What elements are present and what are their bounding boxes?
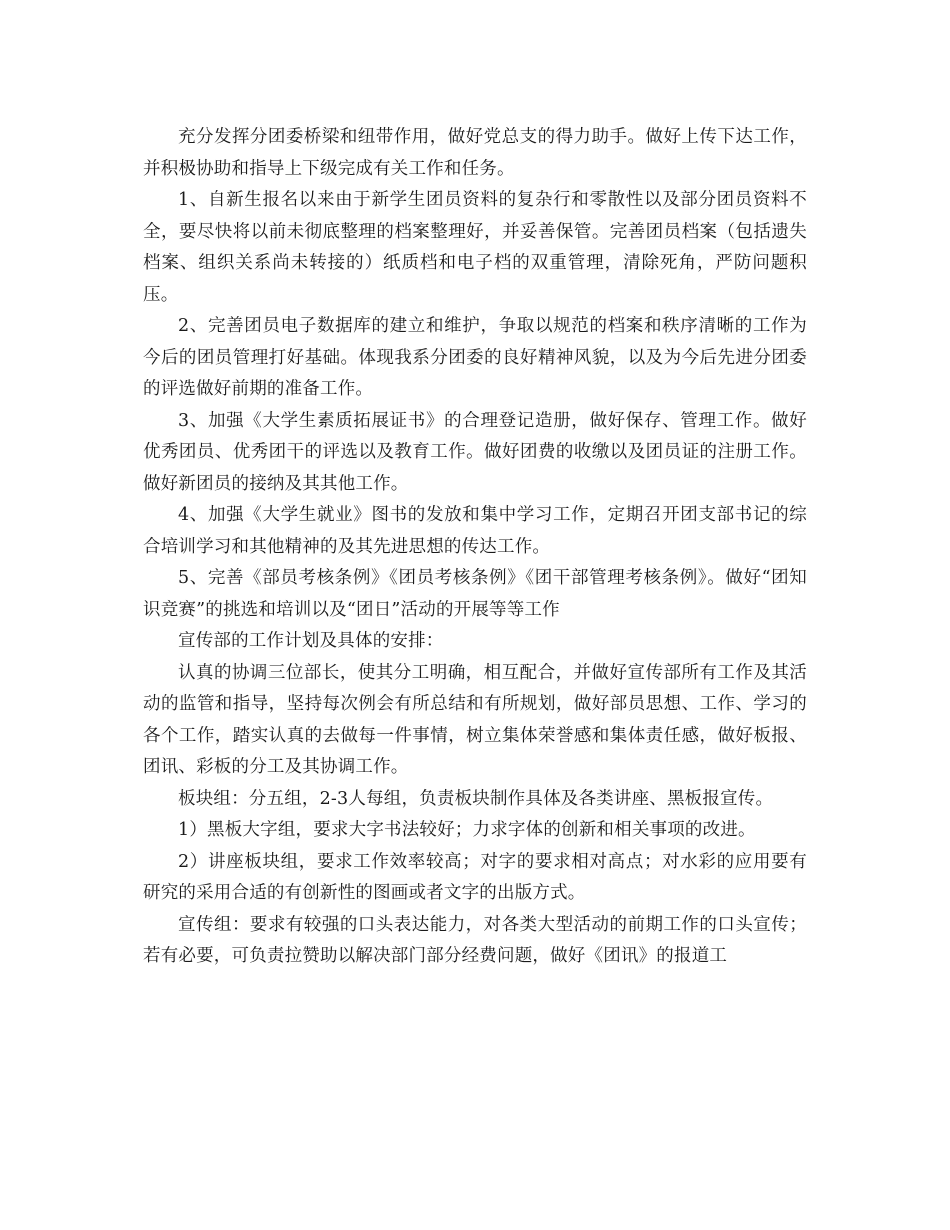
paragraph-item-4: 4、加强《大学生就业》图书的发放和集中学习工作，定期召开团支部书记的综合培训学习和其他精神的及其先进思想的传达工作。 xyxy=(143,505,807,557)
paragraph-blackboard-group: 1）黑板大字组，要求大字书法较好；力求字体的创新和相关事项的改进。 xyxy=(178,820,756,840)
paragraph-lecture-group: 2）讲座板块组，要求工作效率较高；对字的要求相对高点；对水彩的应用要有研究的采用合适的有创新性的图画或者文字的出版方式。 xyxy=(143,851,807,903)
paragraph-intro: 充分发挥分团委桥梁和纽带作用，做好党总支的得力助手。做好上传下达工作，并积极协助和指导上下级完成有关工作和任务。 xyxy=(143,127,807,179)
paragraph-coordination: 认真的协调三位部长，使其分工明确，相互配合，并做好宣传部所有工作及其活动的监管和指导，坚持每次例会有所总结和有所规划，做好部员思想、工作、学习的各个工作，踏实认真的去做每一件事情，树立集体荣誉感和集体责任感，做好板报、团讯、彩板的分工及其协调工作。 xyxy=(143,662,807,777)
paragraph-item-3: 3、加强《大学生素质拓展证书》的合理登记造册，做好保存、管理工作。做好优秀团员、优秀团干的评选以及教育工作。做好团费的收缴以及团员证的注册工作。做好新团员的接纳及其其他工作。 xyxy=(143,410,807,494)
document-body xyxy=(143,122,807,973)
section-heading-propaganda: 宣传部的工作计划及具体的安排： xyxy=(178,631,444,651)
paragraph-item-2: 2、完善团员电子数据库的建立和维护，争取以规范的档案和秩序清晰的工作为今后的团员管理打好基础。体现我系分团委的良好精神风貌，以及为今后先进分团委的评选做好前期的准备工作。 xyxy=(143,316,807,399)
paragraph-publicity-group: 宣传组：要求有较强的口头表达能力，对各类大型活动的前期工作的口头宣传；若有必要，可负责拉赞助以解决部门部分经费问题，做好《团讯》的报道工 xyxy=(143,914,807,966)
paragraph-item-5: 5、完善《部员考核条例》《团员考核条例》《团干部管理考核条例》。做好“团知识竞赛”的挑选和培训以及“团日”活动的开展等等工作 xyxy=(143,568,807,620)
paragraph-board-group: 板块组：分五组，2-3人每组，负责板块制作具体及各类讲座、黑板报宣传。 xyxy=(178,788,774,809)
paragraph-item-1: 1、自新生报名以来由于新学生团员资料的复杂行和零散性以及部分团员资料不全，要尽快将以前未彻底整理的档案整理好，并妥善保管。完善团员档案（包括遗失档案、组织关系尚未转接的）纸质档和电子档的双重管理，清除死角，严防问题积压。 xyxy=(143,190,807,305)
